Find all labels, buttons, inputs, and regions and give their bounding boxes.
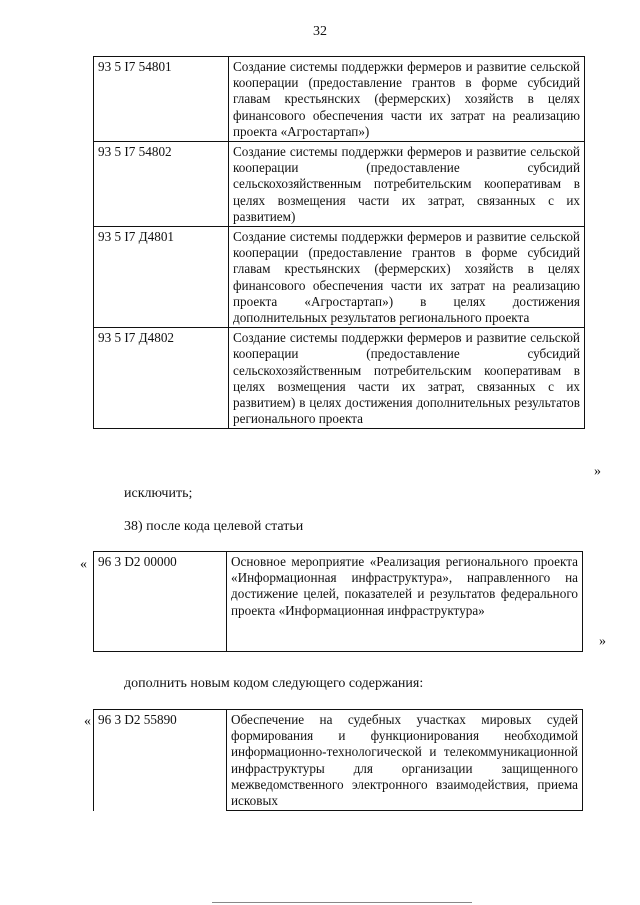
table-row [94,328,585,429]
target-article-description: Создание системы поддержки фермеров и развитие сельской кооперации (предоставление грантов в форме субсидий главам крестьянских (фермерских) хозяйств в целях финансового обеспечения части их затрат на реализацию проекта «Агростартап») в целях достижения дополнительных результатов регионального проекта [229,227,585,328]
target-code-table-anchor [93,551,583,652]
target-article-description: Создание системы поддержки фермеров и развитие сельской кооперации (предоставление грантов в форме субсидий главам крестьянских (фермерских) хозяйств в целях финансового обеспечения части их затрат на реализацию проекта «Агростартап») [229,57,585,142]
table-row [94,227,585,328]
table-row [94,710,583,811]
target-article-description: Создание системы поддержки фермеров и развитие сельской кооперации (предоставление субсидий сельскохозяйственным потребительским кооперативам в целях возмещения части их затрат, связанных с их развитием) [229,142,585,227]
paragraph-add-code: дополнить новым кодом следующего содержания: [124,676,424,691]
paragraph-item-38: 38) после кода целевой статьи [124,519,304,534]
closing-quote: » [599,634,606,649]
target-article-code: 96 3 D2 55890 [94,710,227,811]
target-codes-table-removed [93,56,585,429]
target-article-code: 96 3 D2 00000 [94,552,227,652]
table-row [94,57,585,142]
table-row [94,552,583,652]
target-article-code: 93 5 I7 Д4802 [94,328,229,429]
paragraph-exclude: исключить; [124,486,193,501]
closing-quote: » [594,464,601,479]
target-article-description: Обеспечение на судебных участках мировых судей формирования и функционирования необходимой информационно-технологической и телекоммуникационной инфраструктуры для организации защищенного межведомственного электронного взаимодействия, приема исковых [227,710,583,811]
target-article-code: 93 5 I7 54802 [94,142,229,227]
opening-quote: « [80,557,87,572]
target-article-description: Основное мероприятие «Реализация регионального проекта «Информационная инфраструктура», направленного на достижение целей, показателей и результатов федерального проекта «Информационная инфраструктура» [227,552,583,652]
target-article-code: 93 5 I7 54801 [94,57,229,142]
page-number: 32 [313,24,327,39]
target-code-table-new [93,709,583,811]
target-article-code: 93 5 I7 Д4801 [94,227,229,328]
footer-divider [212,902,472,903]
opening-quote: « [84,714,91,729]
target-article-description: Создание системы поддержки фермеров и развитие сельской кооперации (предоставление субсидий сельскохозяйственным потребительским кооперативам в целях возмещения части их затрат, связанных с их развитием) в целях достижения дополнительных результатов регионального проекта [229,328,585,429]
table-row [94,142,585,227]
